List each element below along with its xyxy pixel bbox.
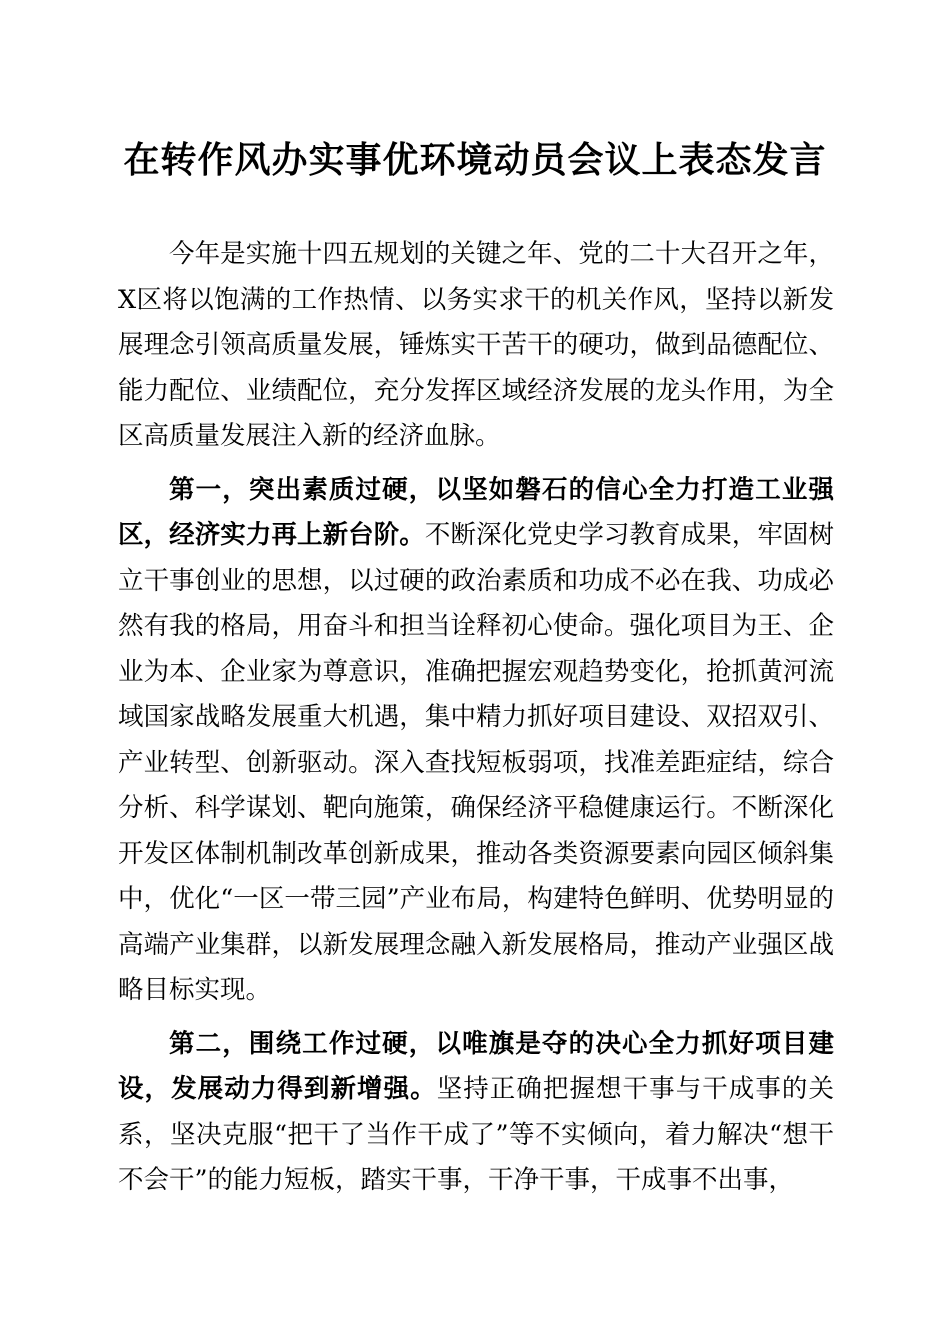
paragraph-second <box>118 1022 834 1204</box>
paragraph-text: 坚持正确把握想干事与干成事的关系，坚决克服“把干了当作干成了”等不实倾向，着力解决“想干不会干”的能力短板，踏实干事，干净干事，干成事不出事， <box>118 1074 834 1195</box>
paragraph-text: 今年是实施十四五规划的关键之年、党的二十大召开之年，X区将以饱满的工作热情、以务实求干的机关作风，坚持以新发展理念引领高质量发展，锤炼实干苦干的硬功，做到品德配位、能力配位、业绩配位，充分发挥区域经济发展的龙头作用，为全区高质量发展注入新的经济血脉。 <box>118 239 834 451</box>
paragraph-intro <box>118 232 834 460</box>
paragraph-lead: 第二，围绕工作过硬，以唯旗是夺的决心全力抓好项目建设，发展动力得到新增强。 <box>118 1028 834 1104</box>
paragraph-first <box>118 468 834 1014</box>
paragraph-text: 不断深化党史学习教育成果，牢固树立干事创业的思想，以过硬的政治素质和功成不必在我、功成必然有我的格局，用奋斗和担当诠释初心使命。强化项目为王、企业为本、企业家为尊意识，准确把握宏观趋势变化，抢抓黄河流域国家战略发展重大机遇，集中精力抓好项目建设、双招双引、产业转型、创新驱动。深入查找短板弱项，找准差距症结，综合分析、科学谋划、靶向施策，确保经济平稳健康运行。不断深化开发区体制机制改革创新成果，推动各类资源要素向园区倾斜集中，优化“一区一带三园”产业布局，构建特色鲜明、优势明显的高端产业集群，以新发展理念融入新发展格局，推动产业强区战略目标实现。 <box>118 520 834 1005</box>
document-title: 在转作风办实事优环境动员会议上表态发言 <box>123 139 827 181</box>
paragraph-lead: 第一，突出素质过硬，以坚如磐石的信心全力打造工业强区，经济实力再上新台阶。 <box>118 474 834 550</box>
document-body <box>118 232 834 1212</box>
